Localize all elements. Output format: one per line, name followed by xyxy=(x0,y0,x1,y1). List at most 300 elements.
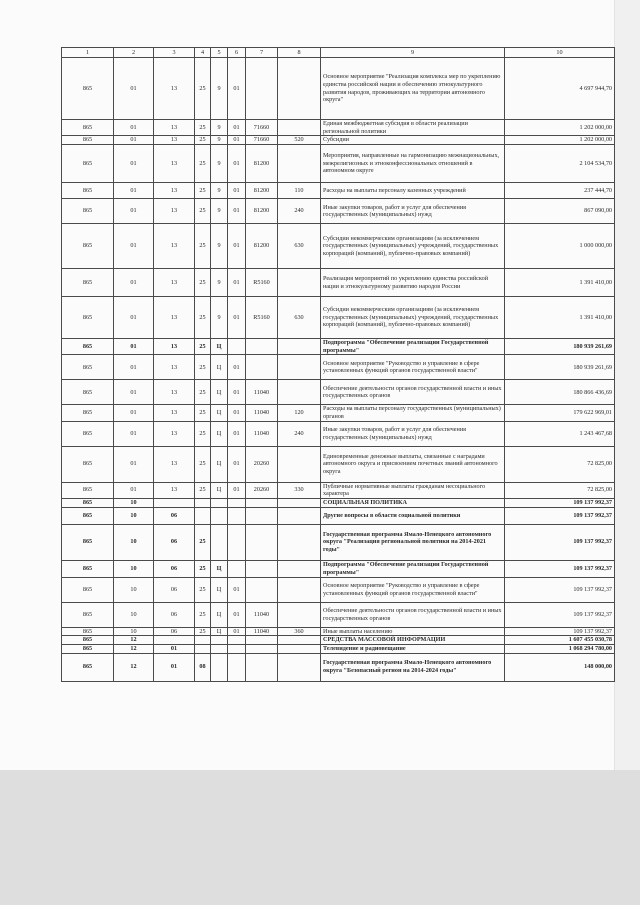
cell-subsection: 13 xyxy=(154,120,195,136)
cell-description: Другие вопросы в области социальной политики xyxy=(321,507,505,524)
header-cell: 3 xyxy=(154,48,195,58)
cell-program: 25 xyxy=(195,297,211,339)
cell-program: 25 xyxy=(195,602,211,627)
cell-activity: 01 xyxy=(228,482,246,498)
table-row xyxy=(62,136,615,145)
cell-expense-type: 630 xyxy=(278,297,321,339)
table-row xyxy=(62,507,615,524)
cell-expense-type: 630 xyxy=(278,224,321,269)
cell-section: 01 xyxy=(114,482,154,498)
cell-expense-type xyxy=(278,577,321,602)
table-row xyxy=(62,482,615,498)
cell-section: 10 xyxy=(114,498,154,507)
cell-amount: 180 939 261,69 xyxy=(505,339,615,355)
cell-activity: 01 xyxy=(228,297,246,339)
cell-description: Государственная программа Ямало-Ненецкого автономного округа "Реализация региональной политики на 2014-2021 годы" xyxy=(321,524,505,560)
table-row xyxy=(62,560,615,577)
cell-direction xyxy=(246,498,278,507)
cell-program: 25 xyxy=(195,339,211,355)
cell-subprogram: 9 xyxy=(211,199,228,224)
cell-subprogram xyxy=(211,636,228,645)
cell-activity: 01 xyxy=(228,136,246,145)
cell-direction: 81200 xyxy=(246,145,278,183)
cell-subsection: 01 xyxy=(154,644,195,653)
cell-expense-type: 110 xyxy=(278,183,321,199)
cell-admin-code: 865 xyxy=(62,199,114,224)
cell-subprogram: 9 xyxy=(211,136,228,145)
cell-expense-type xyxy=(278,339,321,355)
cell-program: 25 xyxy=(195,355,211,380)
header-cell: 7 xyxy=(246,48,278,58)
cell-section: 10 xyxy=(114,627,154,636)
cell-program: 25 xyxy=(195,145,211,183)
header-cell: 2 xyxy=(114,48,154,58)
table-row xyxy=(62,183,615,199)
cell-amount: 109 137 992,37 xyxy=(505,507,615,524)
cell-activity: 01 xyxy=(228,355,246,380)
cell-amount: 109 137 992,37 xyxy=(505,577,615,602)
cell-amount: 72 825,00 xyxy=(505,446,615,482)
cell-description: Основное мероприятие "Руководство и управление в сфере установленных функций органов государственной власти" xyxy=(321,355,505,380)
cell-subprogram: Ц xyxy=(211,560,228,577)
cell-program: 25 xyxy=(195,136,211,145)
cell-activity xyxy=(228,636,246,645)
cell-direction xyxy=(246,636,278,645)
cell-expense-type xyxy=(278,602,321,627)
table-row xyxy=(62,446,615,482)
cell-expense-type xyxy=(278,524,321,560)
cell-direction xyxy=(246,524,278,560)
cell-subprogram: Ц xyxy=(211,380,228,405)
table-row xyxy=(62,58,615,120)
cell-admin-code: 865 xyxy=(62,577,114,602)
cell-admin-code: 865 xyxy=(62,145,114,183)
cell-activity: 01 xyxy=(228,120,246,136)
cell-subsection: 13 xyxy=(154,355,195,380)
cell-expense-type xyxy=(278,446,321,482)
cell-subsection: 06 xyxy=(154,560,195,577)
cell-section: 01 xyxy=(114,120,154,136)
cell-direction: 11040 xyxy=(246,602,278,627)
cell-amount: 1 000 000,00 xyxy=(505,224,615,269)
cell-program: 08 xyxy=(195,653,211,681)
cell-amount: 867 090,00 xyxy=(505,199,615,224)
cell-activity: 01 xyxy=(228,405,246,421)
cell-activity: 01 xyxy=(228,269,246,297)
table-row xyxy=(62,636,615,645)
cell-admin-code: 865 xyxy=(62,269,114,297)
cell-subsection xyxy=(154,636,195,645)
cell-program: 25 xyxy=(195,421,211,446)
cell-section: 01 xyxy=(114,421,154,446)
cell-direction: 11040 xyxy=(246,380,278,405)
cell-subprogram: 9 xyxy=(211,120,228,136)
cell-subsection: 13 xyxy=(154,269,195,297)
cell-description: Телевидение и радиовещание xyxy=(321,644,505,653)
cell-expense-type: 240 xyxy=(278,421,321,446)
cell-section: 12 xyxy=(114,653,154,681)
table-row xyxy=(62,498,615,507)
page-edge xyxy=(614,0,640,770)
cell-expense-type xyxy=(278,120,321,136)
cell-description: Единая межбюджетная субсидия в области реализации региональной политики xyxy=(321,120,505,136)
cell-direction: R5160 xyxy=(246,297,278,339)
table-row xyxy=(62,269,615,297)
cell-program: 25 xyxy=(195,577,211,602)
cell-subprogram: 9 xyxy=(211,224,228,269)
table-row xyxy=(62,380,615,405)
cell-subprogram: 9 xyxy=(211,297,228,339)
cell-section: 01 xyxy=(114,136,154,145)
cell-subprogram: Ц xyxy=(211,577,228,602)
cell-admin-code: 865 xyxy=(62,224,114,269)
cell-direction: 11040 xyxy=(246,421,278,446)
cell-section: 10 xyxy=(114,602,154,627)
cell-description: Субсидии некоммерческим организациям (за исключением государственных (муниципальных) учреждений, государственных корпораций (компаний), публично-правовых компаний) xyxy=(321,224,505,269)
cell-subsection: 06 xyxy=(154,577,195,602)
cell-amount: 109 137 992,37 xyxy=(505,602,615,627)
cell-amount: 148 000,00 xyxy=(505,653,615,681)
cell-section: 10 xyxy=(114,560,154,577)
header-cell: 4 xyxy=(195,48,211,58)
cell-subsection: 06 xyxy=(154,627,195,636)
cell-program: 25 xyxy=(195,627,211,636)
cell-expense-type xyxy=(278,498,321,507)
cell-program xyxy=(195,498,211,507)
cell-subsection: 13 xyxy=(154,199,195,224)
cell-activity: 01 xyxy=(228,577,246,602)
cell-subprogram: 9 xyxy=(211,145,228,183)
header-cell: 8 xyxy=(278,48,321,58)
cell-amount: 109 137 992,37 xyxy=(505,560,615,577)
cell-expense-type xyxy=(278,636,321,645)
cell-subsection: 13 xyxy=(154,136,195,145)
cell-admin-code: 865 xyxy=(62,136,114,145)
cell-expense-type xyxy=(278,269,321,297)
cell-amount: 1 243 467,68 xyxy=(505,421,615,446)
cell-subsection: 13 xyxy=(154,482,195,498)
header-row xyxy=(62,48,615,58)
cell-program: 25 xyxy=(195,199,211,224)
cell-section: 10 xyxy=(114,577,154,602)
cell-subprogram: Ц xyxy=(211,421,228,446)
cell-activity: 01 xyxy=(228,627,246,636)
cell-subsection: 13 xyxy=(154,405,195,421)
cell-admin-code: 865 xyxy=(62,524,114,560)
cell-amount: 1 202 000,00 xyxy=(505,120,615,136)
cell-description: Субсидии xyxy=(321,136,505,145)
table-row xyxy=(62,577,615,602)
cell-description: Основное мероприятие "Реализация комплекса мер по укреплению единства российской нации и обеспечению этнокультурного развития народов, проживающих на территории автономного округа" xyxy=(321,58,505,120)
cell-program: 25 xyxy=(195,183,211,199)
cell-subsection: 13 xyxy=(154,297,195,339)
cell-description: Основное мероприятие "Руководство и управление в сфере установленных функций органов государственной власти" xyxy=(321,577,505,602)
cell-subsection: 13 xyxy=(154,380,195,405)
cell-subprogram xyxy=(211,498,228,507)
table-row xyxy=(62,339,615,355)
cell-admin-code: 865 xyxy=(62,644,114,653)
cell-expense-type: 240 xyxy=(278,199,321,224)
cell-activity xyxy=(228,507,246,524)
cell-amount: 179 622 969,01 xyxy=(505,405,615,421)
cell-subprogram: Ц xyxy=(211,405,228,421)
cell-description: Подпрограмма "Обеспечение реализации Государственной программы" xyxy=(321,339,505,355)
cell-section: 01 xyxy=(114,405,154,421)
cell-activity xyxy=(228,498,246,507)
cell-subprogram: Ц xyxy=(211,446,228,482)
cell-direction xyxy=(246,577,278,602)
cell-subprogram: 9 xyxy=(211,183,228,199)
header-cell: 5 xyxy=(211,48,228,58)
cell-section: 01 xyxy=(114,145,154,183)
cell-activity xyxy=(228,339,246,355)
table-row xyxy=(62,297,615,339)
cell-description: Единовременные денежные выплаты, связанные с наградами автономного округа и присвоением почетных званий автономного округа xyxy=(321,446,505,482)
cell-section: 01 xyxy=(114,297,154,339)
cell-direction xyxy=(246,644,278,653)
cell-expense-type xyxy=(278,380,321,405)
cell-subprogram: Ц xyxy=(211,355,228,380)
cell-subsection: 13 xyxy=(154,446,195,482)
table-row xyxy=(62,120,615,136)
cell-direction: 81200 xyxy=(246,183,278,199)
cell-amount: 109 137 992,37 xyxy=(505,524,615,560)
cell-amount: 1 202 000,00 xyxy=(505,136,615,145)
header-cell: 9 xyxy=(321,48,505,58)
cell-description: Обеспечение деятельности органов государственной власти и иных государственных органов xyxy=(321,380,505,405)
table-row xyxy=(62,199,615,224)
cell-expense-type xyxy=(278,145,321,183)
header-cell: 1 xyxy=(62,48,114,58)
cell-expense-type xyxy=(278,507,321,524)
cell-direction: 11040 xyxy=(246,627,278,636)
cell-direction: R5160 xyxy=(246,269,278,297)
table-row xyxy=(62,355,615,380)
cell-admin-code: 865 xyxy=(62,380,114,405)
cell-admin-code: 865 xyxy=(62,355,114,380)
cell-program xyxy=(195,507,211,524)
cell-admin-code: 865 xyxy=(62,297,114,339)
cell-program: 25 xyxy=(195,224,211,269)
table-row xyxy=(62,524,615,560)
cell-expense-type xyxy=(278,644,321,653)
cell-subsection xyxy=(154,498,195,507)
cell-expense-type xyxy=(278,355,321,380)
cell-subsection: 13 xyxy=(154,58,195,120)
cell-section: 12 xyxy=(114,636,154,645)
table-row xyxy=(62,653,615,681)
cell-section: 10 xyxy=(114,524,154,560)
cell-subprogram: Ц xyxy=(211,339,228,355)
cell-description: СОЦИАЛЬНАЯ ПОЛИТИКА xyxy=(321,498,505,507)
cell-program: 25 xyxy=(195,560,211,577)
cell-amount: 1 068 294 780,00 xyxy=(505,644,615,653)
cell-section: 01 xyxy=(114,446,154,482)
cell-amount: 109 137 992,37 xyxy=(505,498,615,507)
table-row xyxy=(62,421,615,446)
cell-section: 01 xyxy=(114,183,154,199)
cell-amount: 1 391 410,00 xyxy=(505,269,615,297)
cell-amount: 2 104 534,70 xyxy=(505,145,615,183)
cell-expense-type: 520 xyxy=(278,136,321,145)
cell-subsection: 06 xyxy=(154,602,195,627)
cell-admin-code: 865 xyxy=(62,507,114,524)
cell-amount: 1 607 455 030,78 xyxy=(505,636,615,645)
cell-subprogram: 9 xyxy=(211,58,228,120)
cell-section: 01 xyxy=(114,269,154,297)
cell-subsection: 13 xyxy=(154,145,195,183)
cell-description: Субсидии некоммерческим организациям (за исключением государственных (муниципальных) учреждений, государственных корпораций (компаний), публично-правовых компаний) xyxy=(321,297,505,339)
cell-section: 01 xyxy=(114,224,154,269)
cell-amount: 237 444,70 xyxy=(505,183,615,199)
cell-activity: 01 xyxy=(228,224,246,269)
cell-subprogram xyxy=(211,524,228,560)
cell-direction xyxy=(246,560,278,577)
cell-expense-type: 330 xyxy=(278,482,321,498)
cell-amount: 180 939 261,69 xyxy=(505,355,615,380)
cell-amount: 4 697 944,70 xyxy=(505,58,615,120)
cell-subprogram: Ц xyxy=(211,602,228,627)
cell-direction: 20260 xyxy=(246,446,278,482)
cell-subprogram: Ц xyxy=(211,627,228,636)
cell-subprogram xyxy=(211,507,228,524)
cell-admin-code: 865 xyxy=(62,405,114,421)
cell-expense-type xyxy=(278,653,321,681)
cell-direction: 71660 xyxy=(246,136,278,145)
cell-activity: 01 xyxy=(228,380,246,405)
cell-direction: 20260 xyxy=(246,482,278,498)
cell-admin-code: 865 xyxy=(62,498,114,507)
cell-direction xyxy=(246,653,278,681)
cell-expense-type xyxy=(278,58,321,120)
cell-program xyxy=(195,636,211,645)
cell-description: Расходы на выплаты персоналу казенных учреждений xyxy=(321,183,505,199)
cell-program: 25 xyxy=(195,405,211,421)
cell-admin-code: 865 xyxy=(62,183,114,199)
table-body xyxy=(62,58,615,682)
cell-admin-code: 865 xyxy=(62,560,114,577)
cell-subprogram: Ц xyxy=(211,482,228,498)
cell-program: 25 xyxy=(195,380,211,405)
cell-section: 10 xyxy=(114,507,154,524)
cell-expense-type xyxy=(278,560,321,577)
cell-amount: 180 866 436,69 xyxy=(505,380,615,405)
cell-activity: 01 xyxy=(228,446,246,482)
cell-activity: 01 xyxy=(228,602,246,627)
cell-description: Иные закупки товаров, работ и услуг для обеспечения государственных (муниципальных) нужд xyxy=(321,199,505,224)
cell-subprogram: 9 xyxy=(211,269,228,297)
cell-activity: 01 xyxy=(228,199,246,224)
cell-subsection: 13 xyxy=(154,421,195,446)
header-cell: 10 xyxy=(505,48,615,58)
cell-description: Обеспечение деятельности органов государственной власти и иных государственных органов xyxy=(321,602,505,627)
cell-program: 25 xyxy=(195,58,211,120)
cell-subsection: 06 xyxy=(154,524,195,560)
cell-activity xyxy=(228,524,246,560)
table-row xyxy=(62,644,615,653)
cell-admin-code: 865 xyxy=(62,482,114,498)
cell-direction: 11040 xyxy=(246,405,278,421)
cell-subsection: 01 xyxy=(154,653,195,681)
cell-description: Иные выплаты населению xyxy=(321,627,505,636)
cell-subsection: 13 xyxy=(154,339,195,355)
header-cell: 6 xyxy=(228,48,246,58)
cell-description: Подпрограмма "Обеспечение реализации Государственной программы" xyxy=(321,560,505,577)
cell-section: 01 xyxy=(114,199,154,224)
cell-admin-code: 865 xyxy=(62,120,114,136)
cell-activity: 01 xyxy=(228,58,246,120)
cell-description: СРЕДСТВА МАССОВОЙ ИНФОРМАЦИИ xyxy=(321,636,505,645)
budget-table xyxy=(61,47,615,682)
cell-subsection: 13 xyxy=(154,224,195,269)
cell-admin-code: 865 xyxy=(62,627,114,636)
cell-description: Публичные нормативные выплаты гражданам несоциального характера xyxy=(321,482,505,498)
cell-program: 25 xyxy=(195,446,211,482)
table-row xyxy=(62,224,615,269)
cell-subsection: 06 xyxy=(154,507,195,524)
cell-direction xyxy=(246,58,278,120)
cell-section: 01 xyxy=(114,380,154,405)
table-row xyxy=(62,405,615,421)
cell-admin-code: 865 xyxy=(62,446,114,482)
cell-activity xyxy=(228,560,246,577)
cell-section: 01 xyxy=(114,339,154,355)
cell-direction xyxy=(246,339,278,355)
cell-activity: 01 xyxy=(228,145,246,183)
cell-description: Иные закупки товаров, работ и услуг для обеспечения государственных (муниципальных) нужд xyxy=(321,421,505,446)
cell-direction: 81200 xyxy=(246,224,278,269)
cell-subprogram xyxy=(211,653,228,681)
cell-section: 01 xyxy=(114,58,154,120)
cell-activity xyxy=(228,653,246,681)
table-row xyxy=(62,627,615,636)
cell-amount: 72 825,00 xyxy=(505,482,615,498)
cell-admin-code: 865 xyxy=(62,421,114,446)
table-row xyxy=(62,602,615,627)
cell-amount: 109 137 992,37 xyxy=(505,627,615,636)
cell-expense-type: 360 xyxy=(278,627,321,636)
cell-expense-type: 120 xyxy=(278,405,321,421)
cell-program: 25 xyxy=(195,269,211,297)
cell-description: Расходы на выплаты персоналу государственных (муниципальных) органов xyxy=(321,405,505,421)
cell-activity: 01 xyxy=(228,183,246,199)
cell-subsection: 13 xyxy=(154,183,195,199)
cell-admin-code: 865 xyxy=(62,636,114,645)
cell-direction: 71660 xyxy=(246,120,278,136)
cell-admin-code: 865 xyxy=(62,339,114,355)
cell-activity xyxy=(228,644,246,653)
cell-program xyxy=(195,644,211,653)
cell-program: 25 xyxy=(195,524,211,560)
cell-description: Государственная программа Ямало-Ненецкого автономного округа "Безопасный регион на 2014-2024 годы" xyxy=(321,653,505,681)
cell-section: 01 xyxy=(114,355,154,380)
cell-description: Мероприятия, направленные на гармонизацию межнациональных, межрелигиозных и этноконфессиональных отношений в автономном округе xyxy=(321,145,505,183)
cell-program: 25 xyxy=(195,120,211,136)
table-row xyxy=(62,145,615,183)
cell-activity: 01 xyxy=(228,421,246,446)
cell-section: 12 xyxy=(114,644,154,653)
cell-direction xyxy=(246,355,278,380)
cell-amount: 1 391 410,00 xyxy=(505,297,615,339)
cell-admin-code: 865 xyxy=(62,58,114,120)
cell-admin-code: 865 xyxy=(62,653,114,681)
cell-program: 25 xyxy=(195,482,211,498)
cell-description: Реализация мероприятий по укреплению единства российской нации и этнокультурному развитию народов России xyxy=(321,269,505,297)
cell-subprogram xyxy=(211,644,228,653)
cell-direction xyxy=(246,507,278,524)
cell-direction: 81200 xyxy=(246,199,278,224)
cell-admin-code: 865 xyxy=(62,602,114,627)
